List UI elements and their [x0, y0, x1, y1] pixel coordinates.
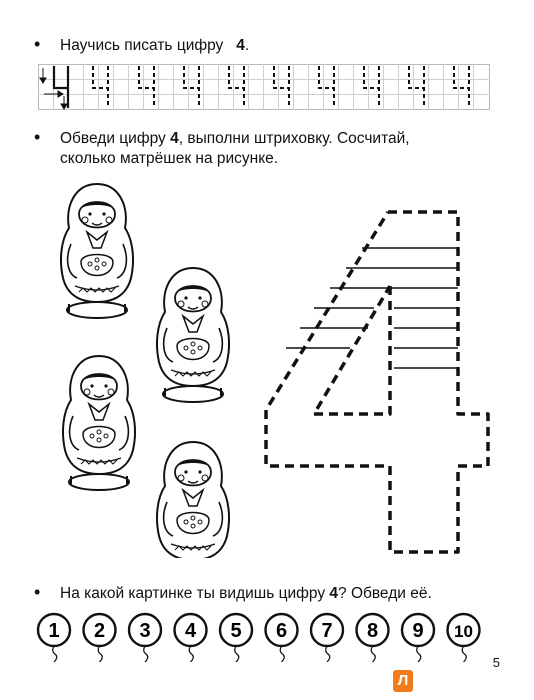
task-2-digit: 4 [170, 130, 179, 147]
balloon-number: 6 [275, 620, 288, 642]
balloon-string [189, 646, 193, 662]
number-balloon[interactable] [311, 614, 343, 662]
matryoshka-doll [157, 442, 229, 558]
number-balloon[interactable] [220, 614, 252, 662]
number-balloon[interactable] [266, 614, 298, 662]
balloon-number: 7 [321, 620, 333, 642]
balloon-number: 9 [412, 620, 424, 642]
balloon-string [462, 646, 466, 662]
balloon-number: 4 [184, 620, 197, 642]
balloon-number: 5 [230, 620, 242, 642]
balloon-number: 1 [48, 620, 60, 642]
balloon-number: 10 [454, 622, 473, 641]
inner-outline [314, 286, 390, 414]
task-2-instruction: • Обведи цифру 4, выполни штриховку. Сосчитай, сколько матрёшек на рисунке. [34, 127, 410, 167]
balloon-string [235, 646, 239, 662]
bullet: • [34, 34, 41, 54]
task-1-digit: 4 [236, 37, 245, 54]
task-1-instruction: • Научись писать цифру 4. [34, 34, 250, 54]
number-balloon[interactable] [175, 614, 207, 662]
page-number: 5 [492, 655, 500, 670]
balloon-string [326, 646, 330, 662]
dashed-digit-four-row [93, 66, 469, 108]
number-balloon[interactable] [448, 614, 480, 662]
number-balloon[interactable] [84, 614, 116, 662]
number-balloons-row [36, 612, 496, 662]
balloon-string [144, 646, 148, 662]
matryoshka-dolls-illustration [55, 178, 255, 558]
balloon-string [98, 646, 102, 662]
number-balloon[interactable] [357, 614, 389, 662]
balloon-string [280, 646, 284, 662]
outer-outline [266, 212, 488, 552]
balloon-string [371, 646, 375, 662]
number-balloon[interactable] [129, 614, 161, 662]
task-1-text: Научись писать цифру [60, 37, 224, 54]
number-balloon[interactable] [402, 614, 434, 662]
hatching-lines [286, 248, 458, 368]
matryoshka-doll [157, 268, 229, 402]
publisher-logo: Л [393, 670, 413, 692]
bullet: • [34, 582, 41, 602]
bullet: • [34, 127, 41, 147]
writing-practice-grid [38, 64, 490, 110]
matryoshka-doll [61, 184, 133, 318]
matryoshka-doll [63, 356, 135, 490]
balloon-number: 2 [93, 620, 106, 642]
balloon-number: 3 [139, 620, 151, 642]
balloon-number: 8 [366, 620, 379, 642]
example-digit-four [54, 66, 68, 108]
balloon-string [417, 646, 421, 662]
big-dashed-digit-four [262, 210, 492, 555]
task-3-instruction: • На какой картинке ты видишь цифру 4? Обведи её. [34, 582, 432, 602]
balloon-string [53, 646, 57, 662]
task-3-digit: 4 [329, 585, 339, 602]
number-balloon[interactable] [38, 614, 70, 662]
